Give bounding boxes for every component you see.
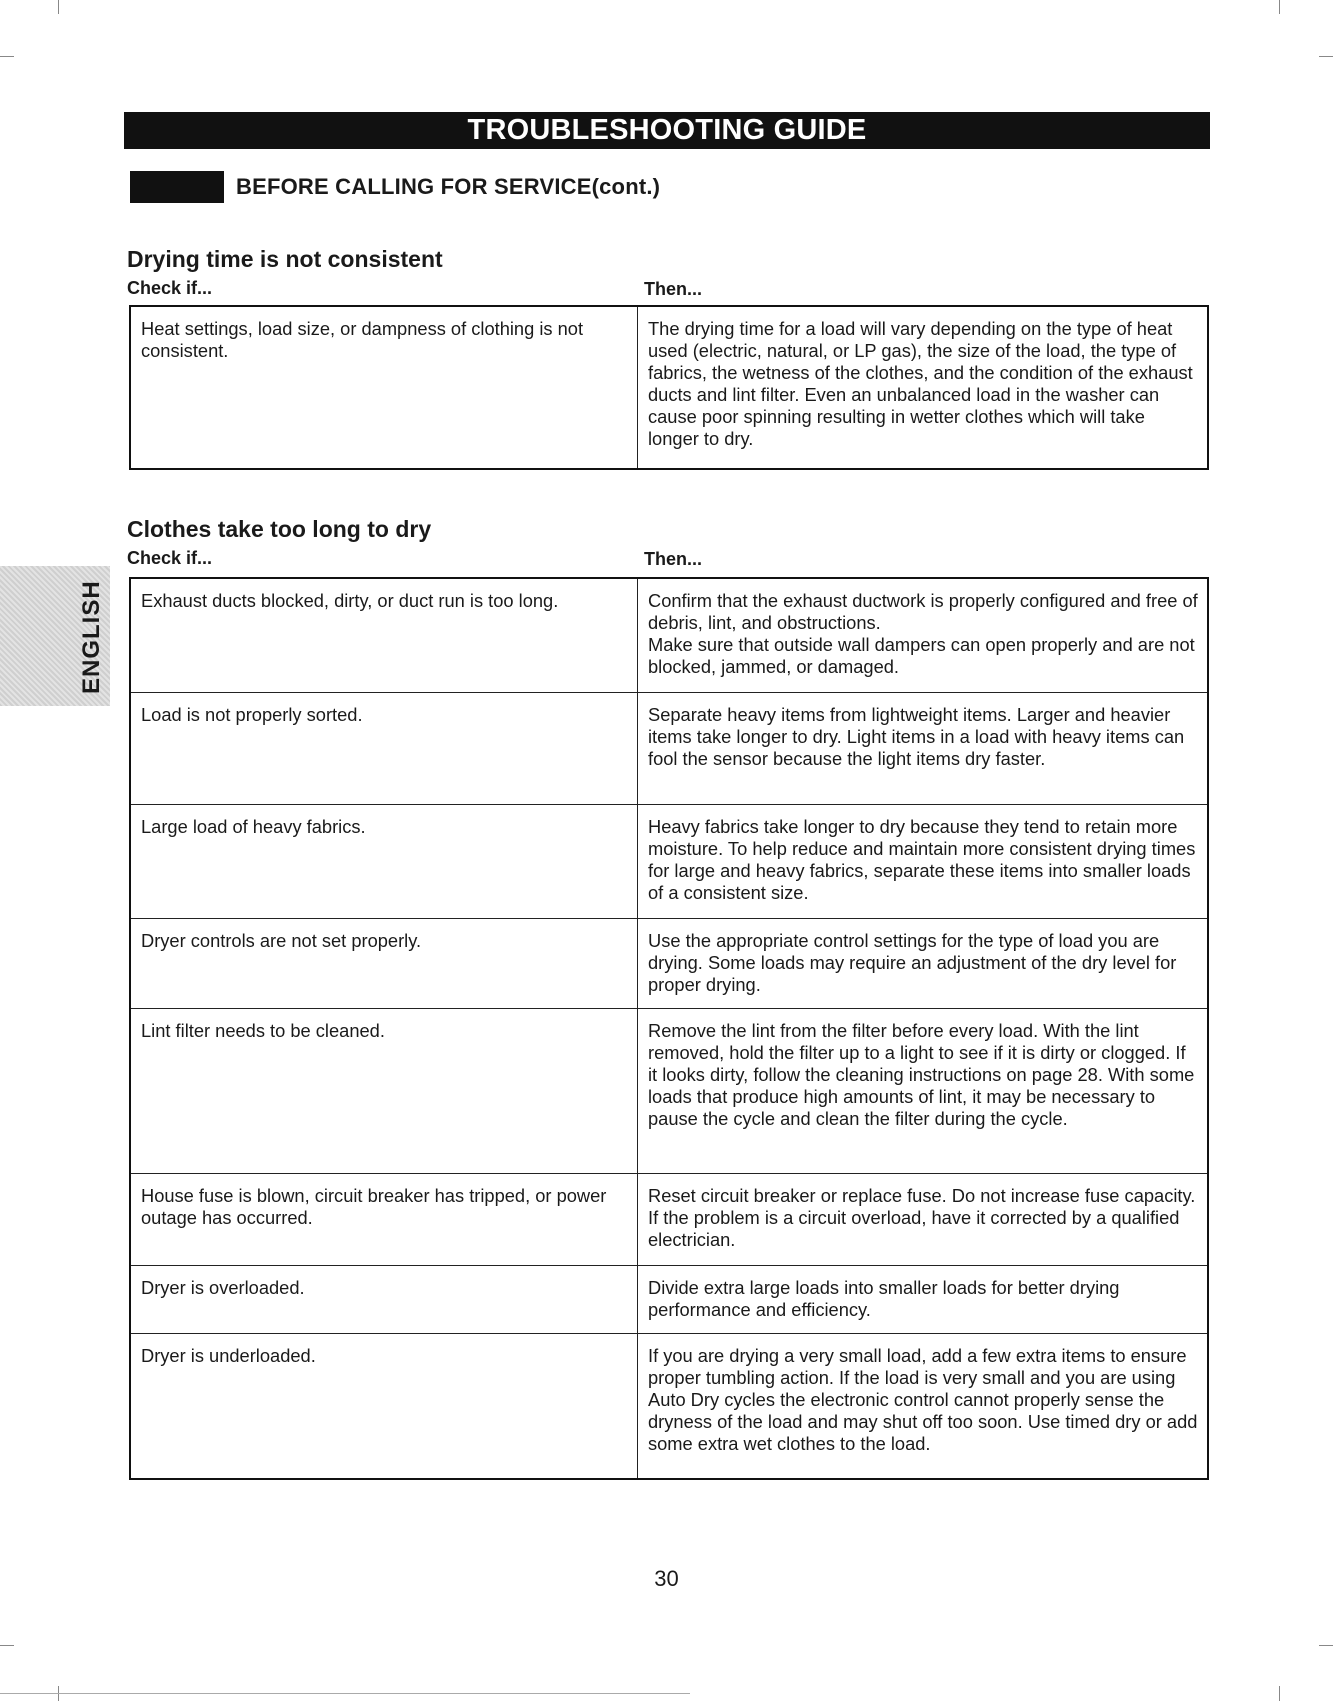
problem-heading: Drying time is not consistent [127, 246, 443, 272]
table-row [130, 306, 1208, 469]
troubleshooting-table [129, 577, 1209, 1480]
check-cell: Dryer is underloaded. [130, 1333, 638, 1479]
then-text: Make sure that outside wall dampers can open properly and are not blocked, jammed, or damaged. [648, 634, 1195, 677]
section-title: BEFORE CALLING FOR SERVICE(cont.) [236, 174, 661, 199]
check-if-header: Check if... [127, 548, 213, 568]
then-cell: If you are drying a very small load, add a few extra items to ensure proper tumbling action. If the load is very small and you are using Auto Dry cycles the electronic control cannot properly sense the dryness of the load and may shut off too soon. Use timed dry or add some extra wet clothes to the load. [638, 1333, 1209, 1479]
then-text: Confirm that the exhaust ductwork is properly configured and free of debris, lint, and obstructions. [648, 590, 1198, 633]
check-cell: Lint filter needs to be cleaned. [130, 1008, 638, 1173]
crop-mark [1319, 56, 1333, 57]
table-row [130, 1173, 1208, 1265]
check-cell: Exhaust ducts blocked, dirty, or duct run is too long. [130, 578, 638, 692]
then-header: Then... [644, 279, 702, 299]
crop-mark [0, 56, 14, 57]
then-cell: Use the appropriate control settings for the type of load you are drying. Some loads may require an adjustment of the dry level for proper drying. [638, 918, 1209, 1008]
crop-mark [1319, 1645, 1333, 1646]
section-header [130, 171, 660, 203]
then-cell: Reset circuit breaker or replace fuse. Do not increase fuse capacity. If the problem is a circuit overload, have it corrected by a qualified electrician. [638, 1173, 1209, 1265]
check-cell: Load is not properly sorted. [130, 692, 638, 804]
check-cell: Large load of heavy fabrics. [130, 804, 638, 918]
then-cell: Remove the lint from the filter before every load. With the lint removed, hold the filter up to a light to see if it is dirty or clogged. If it looks dirty, follow the cleaning instructions on page 28. With some loads that produce high amounts of lint, it may be necessary to pause the cycle and clean the filter during the cycle. [638, 1008, 1209, 1173]
crop-mark [58, 0, 59, 14]
then-header: Then... [644, 549, 702, 569]
check-cell: Dryer is overloaded. [130, 1265, 638, 1333]
table-row [130, 578, 1208, 692]
table-row [130, 1333, 1208, 1479]
check-cell: House fuse is blown, circuit breaker has tripped, or power outage has occurred. [130, 1173, 638, 1265]
troubleshooting-table [129, 305, 1209, 470]
table-row [130, 1265, 1208, 1333]
bottom-rule [0, 1693, 690, 1694]
then-cell [638, 578, 1209, 692]
then-cell: Heavy fabrics take longer to dry because they tend to retain more moisture. To help reduce and maintain more consistent drying times for large and heavy fabrics, separate these items into smaller loads of a consistent size. [638, 804, 1209, 918]
table-row [130, 1008, 1208, 1173]
crop-mark [1279, 0, 1280, 14]
page-number: 30 [654, 1566, 679, 1591]
problem-heading: Clothes take too long to dry [127, 516, 432, 542]
then-cell: The drying time for a load will vary depending on the type of heat used (electric, natural, or LP gas), the size of the load, the type of fabrics, the wetness of the clothes, and the condition of the exhaust ducts and lint filter. Even an unbalanced load in the washer can cause poor spinning resulting in wetter clothes which will take longer to dry. [638, 306, 1209, 469]
language-tab-label: ENGLISH [78, 580, 105, 694]
crop-mark [1279, 1686, 1280, 1701]
check-if-header: Check if... [127, 278, 213, 298]
crop-mark [0, 1645, 14, 1646]
section-marker [130, 171, 224, 203]
check-cell: Heat settings, load size, or dampness of clothing is not consistent. [130, 306, 638, 469]
page-title: TROUBLESHOOTING GUIDE [124, 112, 1210, 149]
table-row [130, 918, 1208, 1008]
table-row [130, 804, 1208, 918]
table-row [130, 692, 1208, 804]
then-cell: Divide extra large loads into smaller loads for better drying performance and efficiency. [638, 1265, 1209, 1333]
check-cell: Dryer controls are not set properly. [130, 918, 638, 1008]
then-cell: Separate heavy items from lightweight items. Larger and heavier items take longer to dry. Light items in a load with heavy items can fool the sensor because the light items dry faster. [638, 692, 1209, 804]
